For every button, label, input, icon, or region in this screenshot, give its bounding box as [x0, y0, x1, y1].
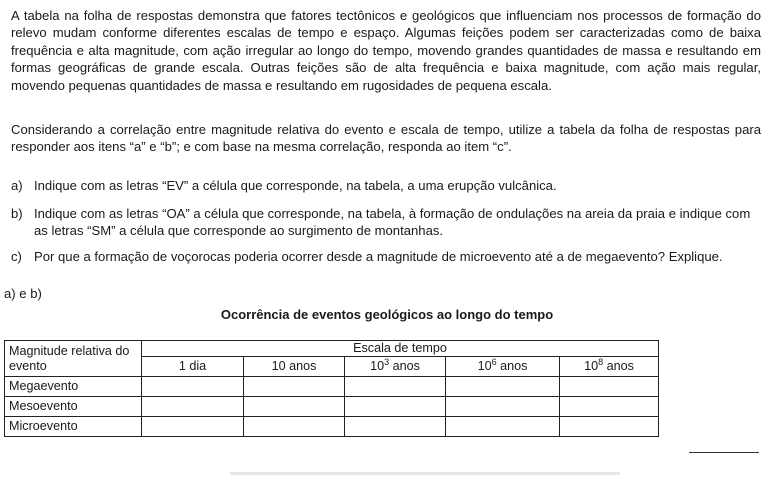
table-caption: Ocorrência de eventos geológicos ao longo do tempo	[220, 307, 554, 322]
column-header-10e6-years: $10^6$ anos	[446, 357, 560, 377]
answer-line	[689, 452, 759, 453]
item-text: Indique com as letras “OA” a célula que corresponde, na tabela, à formação de ondulações na areia da praia e indique com	[34, 206, 751, 221]
events-table	[4, 340, 659, 437]
item-c	[11, 248, 763, 265]
answer-cell[interactable]	[345, 397, 446, 417]
answer-label: a) e b)	[4, 286, 42, 301]
answer-cell[interactable]	[446, 397, 560, 417]
item-label: a)	[11, 178, 23, 193]
answer-cell[interactable]	[345, 377, 446, 397]
answer-cell[interactable]	[142, 377, 244, 397]
answer-cell[interactable]	[244, 377, 345, 397]
answer-cell[interactable]	[244, 417, 345, 437]
instruction-paragraph: Considerando a correlação entre magnitude relativa do evento e escala de tempo, utilize a tabela da folha de respostas para responder aos itens “a” e “b”; e com base na mesma correlação, responda ao item “c”.	[11, 122, 761, 155]
answer-cell[interactable]	[560, 377, 659, 397]
answer-cell[interactable]	[142, 417, 244, 437]
answer-cell[interactable]	[244, 397, 345, 417]
row-label-megaevento: Megaevento	[5, 377, 142, 397]
item-a	[11, 177, 763, 194]
item-text: Indique com as letras “EV” a célula que corresponde, na tabela, a uma erupção vulcânica.	[34, 178, 557, 193]
column-header-10e8-years: $10^8$ anos	[560, 357, 659, 377]
answer-cell[interactable]	[446, 417, 560, 437]
column-header-1-day: 1 dia	[142, 357, 244, 377]
item-label: b)	[11, 206, 23, 221]
item-text-continued: as letras “SM” a célula que corresponde ao surgimento de montanhas.	[34, 223, 444, 239]
answer-cell[interactable]	[560, 417, 659, 437]
answer-cell[interactable]	[345, 417, 446, 437]
answer-cell[interactable]	[142, 397, 244, 417]
item-b	[11, 205, 763, 240]
row-label-microevento: Microevento	[5, 417, 142, 437]
intro-paragraph: A tabela na folha de respostas demonstra que fatores tectônicos e geológicos que influenciam nos processos de formação do relevo mudam conforme diferentes escalas de tempo e espaço. Algumas feições podem ser caracterizadas como de baixa frequência e alta magnitude, com ação irregular ao longo do tempo, movendo grandes quantidades de massa e resultando em formas geográficas de grande escala. Outras feições são de alta frequência e baixa magnitude, com ação mais regular, movendo pequenas quantidades de massa e resultando em rugosidades de pequena escala.	[11, 8, 761, 93]
time-scale-header: Escala de tempo	[142, 341, 659, 357]
row-label-mesoevento: Mesoevento	[5, 397, 142, 417]
answer-cell[interactable]	[560, 397, 659, 417]
column-header-10e3-years: $10^3$ anos	[345, 357, 446, 377]
answer-cell[interactable]	[446, 377, 560, 397]
magnitude-header: Magnitude relativa do evento	[5, 341, 142, 377]
column-header-10-years: 10 anos	[244, 357, 345, 377]
page-edge-divider	[230, 472, 620, 475]
item-label: c)	[11, 249, 22, 264]
item-text: Por que a formação de voçorocas poderia ocorrer desde a magnitude de microevento até a de megaevento? Explique.	[34, 249, 723, 264]
